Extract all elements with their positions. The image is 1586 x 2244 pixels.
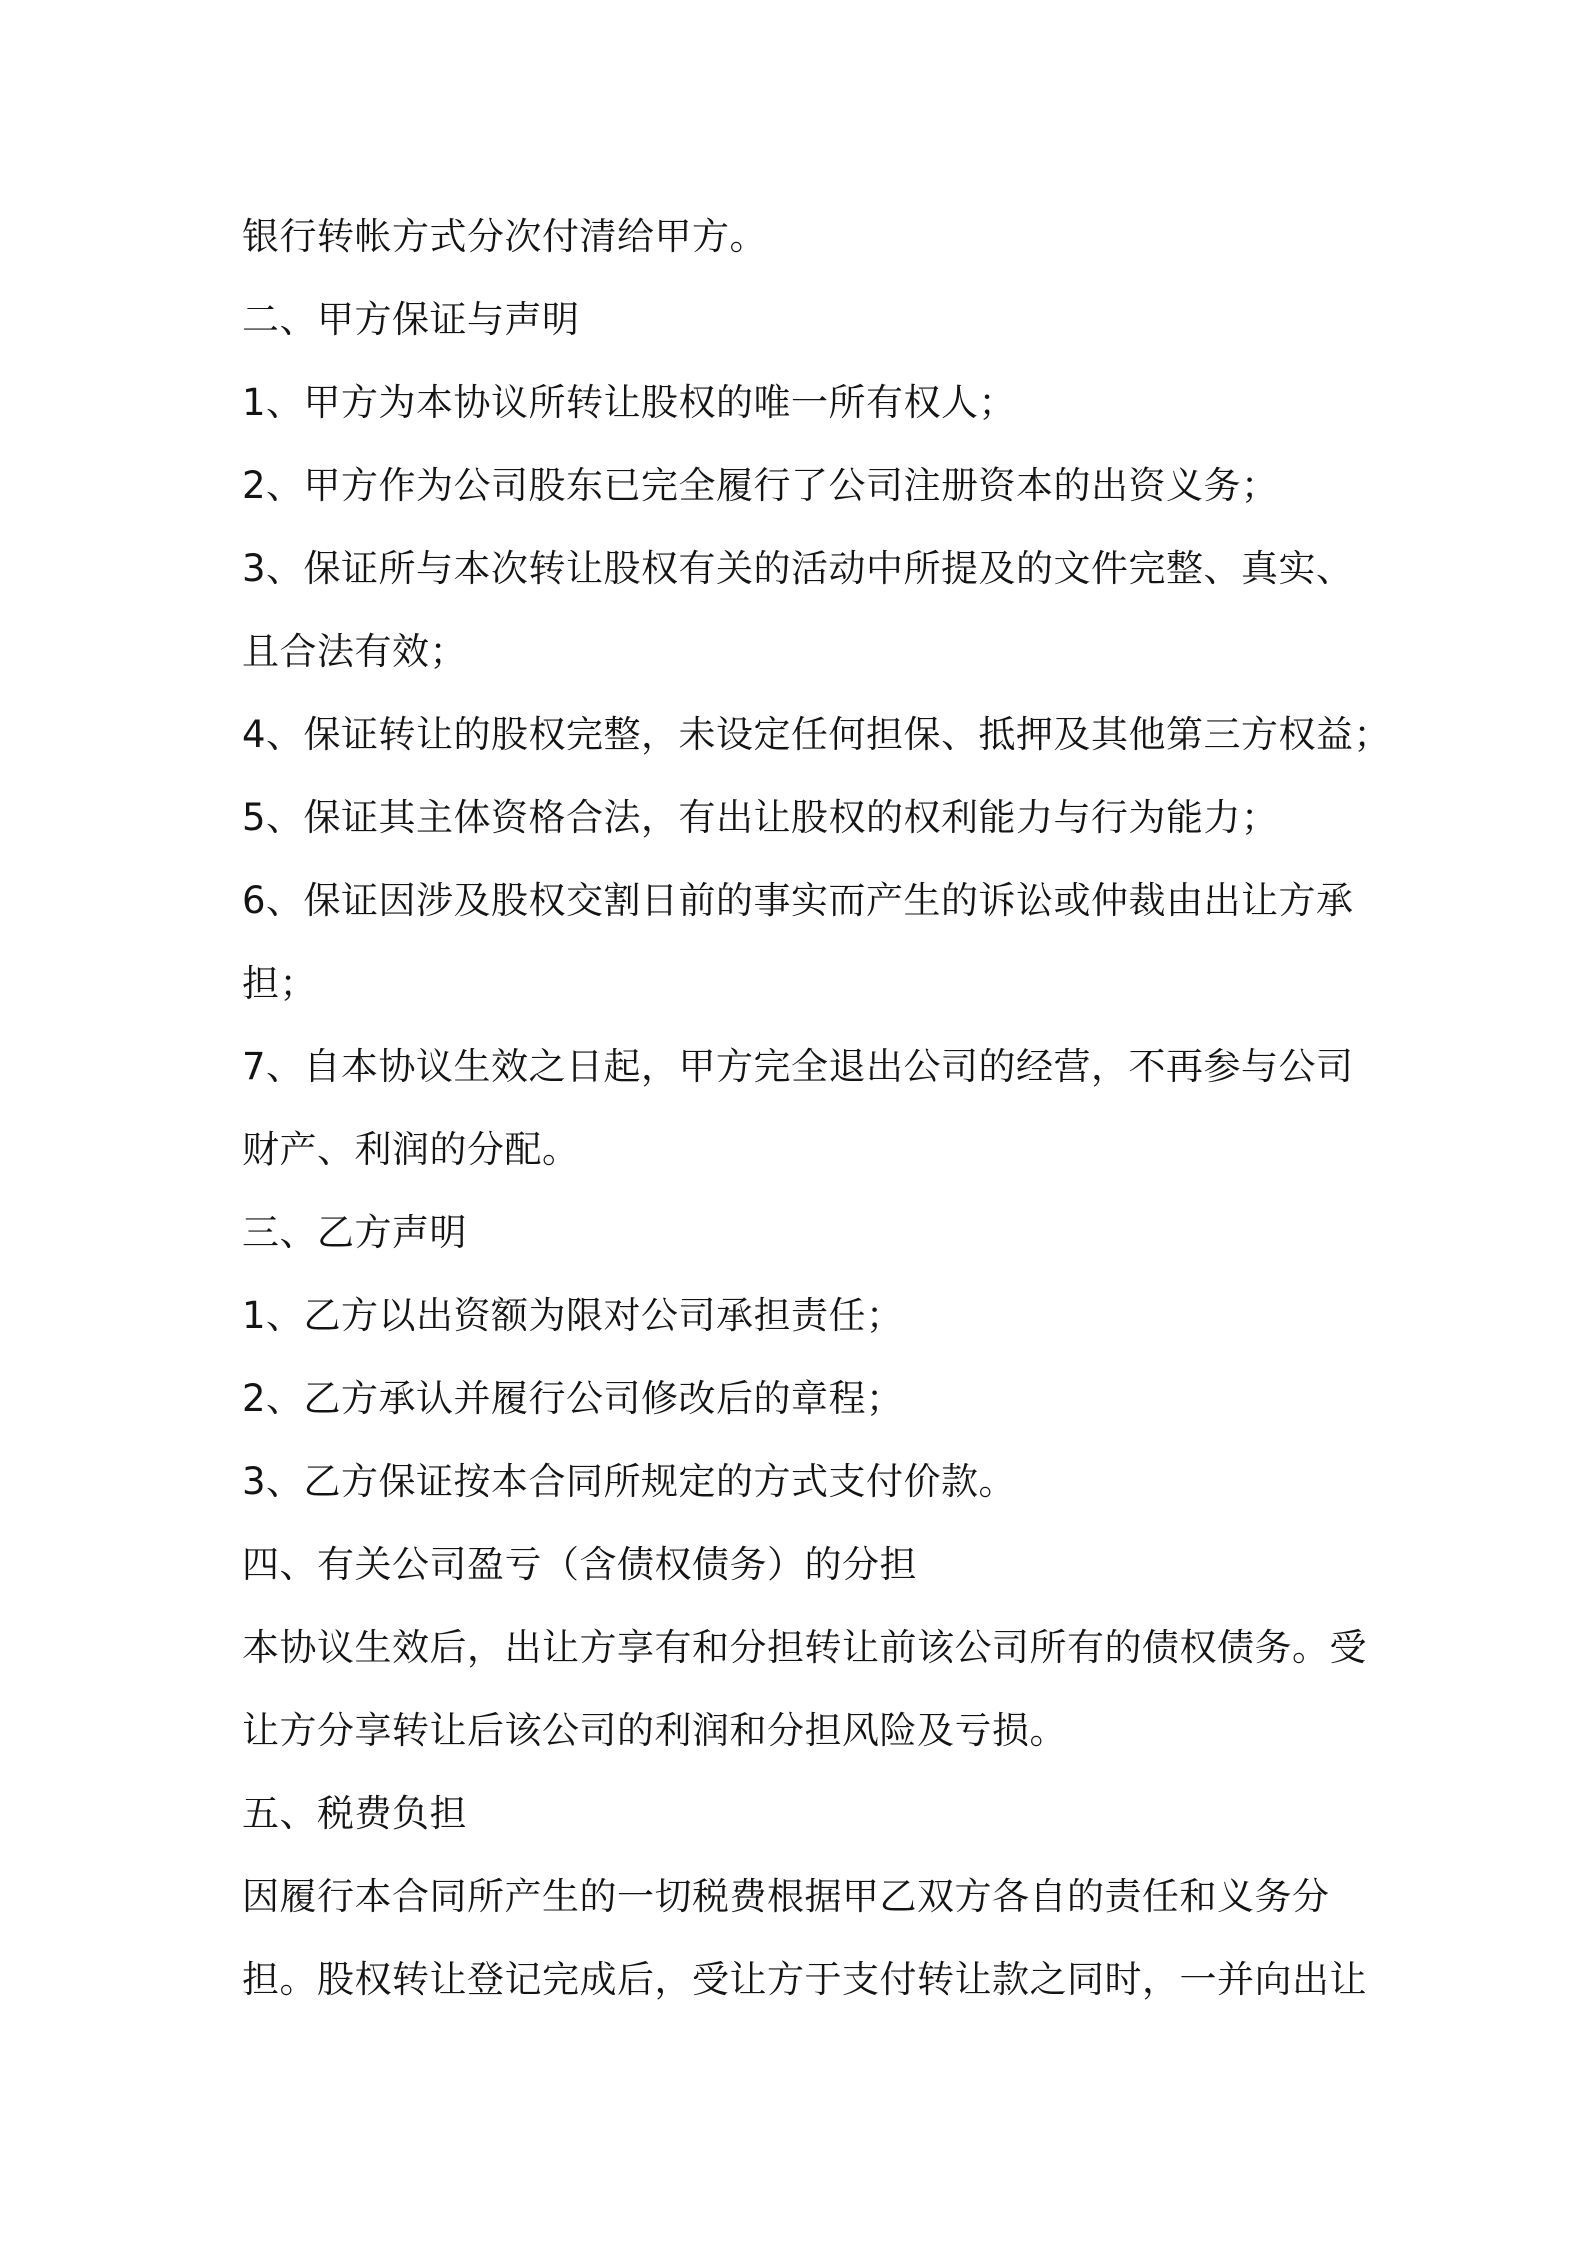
- text-line: 3、乙方保证按本合同所规定的方式支付价款。: [242, 1460, 1017, 1503]
- text-line: 6、保证因涉及股权交割日前的事实而产生的诉讼或仲裁由出让方承: [242, 879, 1354, 922]
- text-line: 4、保证转让的股权完整，未设定任何担保、抵押及其他第三方权益；: [242, 713, 1392, 756]
- section-heading: 二、甲方保证与声明: [242, 298, 580, 341]
- text-line: 财产、利润的分配。: [242, 1128, 580, 1171]
- text-line: 担。股权转让登记完成后，受让方于支付转让款之同时，一并向出让: [242, 1958, 1367, 2001]
- section-heading: 五、税费负担: [242, 1792, 467, 1835]
- text-line: 1、甲方为本协议所转让股权的唯一所有权人；: [242, 381, 1017, 424]
- text-line: 1、乙方以出资额为限对公司承担责任；: [242, 1294, 904, 1337]
- text-line: 担；: [242, 962, 317, 1005]
- text-line: 本协议生效后，出让方享有和分担转让前该公司所有的债权债务。受: [242, 1626, 1367, 1669]
- text-line: 3、保证所与本次转让股权有关的活动中所提及的文件完整、真实、: [242, 547, 1354, 590]
- text-line: 且合法有效；: [242, 630, 467, 673]
- section-heading: 四、有关公司盈亏（含债权债务）的分担: [242, 1543, 917, 1586]
- text-line: 银行转帐方式分次付清给甲方。: [242, 215, 767, 258]
- text-line: 5、保证其主体资格合法，有出让股权的权利能力与行为能力；: [242, 796, 1279, 839]
- section-heading: 三、乙方声明: [242, 1211, 467, 1254]
- document-body: [242, 195, 1392, 2021]
- text-line: 7、自本协议生效之日起，甲方完全退出公司的经营，不再参与公司: [242, 1045, 1354, 1088]
- text-line: 因履行本合同所产生的一切税费根据甲乙双方各自的责任和义务分: [242, 1875, 1330, 1918]
- text-line: 让方分享转让后该公司的利润和分担风险及亏损。: [242, 1709, 1067, 1752]
- text-line: 2、乙方承认并履行公司修改后的章程；: [242, 1377, 904, 1420]
- text-line: 2、甲方作为公司股东已完全履行了公司注册资本的出资义务；: [242, 464, 1279, 507]
